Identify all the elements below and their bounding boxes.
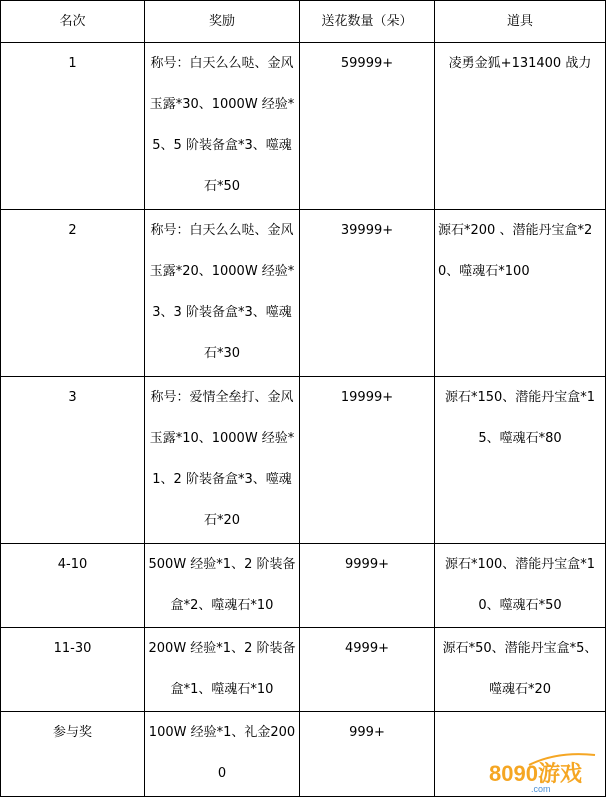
table-row [1,43,606,210]
items-cell: 源石*150、潜能丹宝盒*15、噬魂石*80 [435,377,606,544]
header-reward: 奖励 [145,1,300,43]
header-items: 道具 [435,1,606,43]
reward-cell: 500W 经验*1、2 阶装备盒*2、噬魂石*10 [145,544,300,628]
rank-cell: 参与奖 [1,712,145,797]
reward-cell: 100W 经验*1、礼金2000 [145,712,300,797]
rank-cell: 1 [1,43,145,210]
table-header-row [1,1,606,43]
flowers-cell: 4999+ [300,628,435,712]
flowers-cell: 999+ [300,712,435,797]
items-cell: 源石*200 、潜能丹宝盒*20、噬魂石*100 [435,210,606,377]
table-row [1,210,606,377]
items-cell: 凌勇金狐+131400 战力 [435,43,606,210]
items-cell: 源石*50、潜能丹宝盒*5、噬魂石*20 [435,628,606,712]
site-watermark-logo [487,749,602,795]
header-rank: 名次 [1,1,145,43]
table-row [1,628,606,712]
flowers-cell: 59999+ [300,43,435,210]
flowers-cell: 9999+ [300,544,435,628]
header-flowers: 送花数量（朵） [300,1,435,43]
reward-cell: 称号：白天么么哒、金风玉露*20、1000W 经验*3、3 阶装备盒*3、噬魂石*30 [145,210,300,377]
flowers-cell: 19999+ [300,377,435,544]
watermark-logo-subtext: .com [531,784,551,794]
table-row [1,544,606,628]
table-row [1,377,606,544]
items-cell: 源石*100、潜能丹宝盒*10、噬魂石*50 [435,544,606,628]
rank-cell: 11-30 [1,628,145,712]
reward-cell: 称号：白天么么哒、金风玉露*30、1000W 经验*5、5 阶装备盒*3、噬魂石*50 [145,43,300,210]
reward-cell: 称号：爱情全垒打、金风玉露*10、1000W 经验*1、2 阶装备盒*3、噬魂石*20 [145,377,300,544]
watermark-logo-text: 8090游戏 [489,761,582,786]
rank-cell: 2 [1,210,145,377]
flowers-cell: 39999+ [300,210,435,377]
rank-cell: 4-10 [1,544,145,628]
reward-cell: 200W 经验*1、2 阶装备盒*1、噬魂石*10 [145,628,300,712]
rank-cell: 3 [1,377,145,544]
